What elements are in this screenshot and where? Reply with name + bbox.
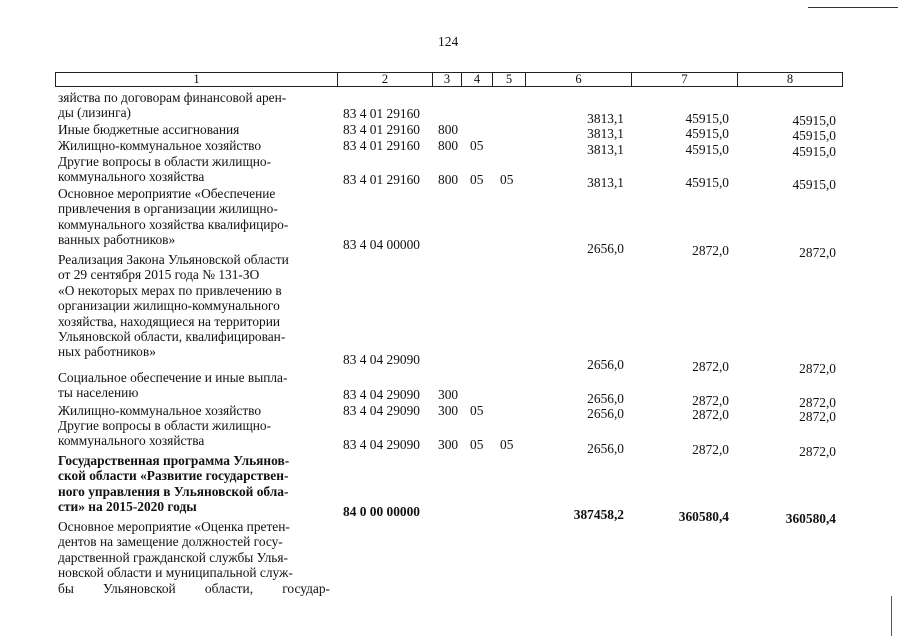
table-row-description: Жилищно-коммунальное хозяйство: [58, 138, 262, 153]
row-col3: 300: [438, 403, 459, 418]
row-value-col6: 3813,1: [587, 175, 624, 190]
header-col-2: 2: [337, 72, 433, 87]
row-value-col8: 45915,0: [792, 128, 836, 143]
row-value-col8: 360580,4: [785, 511, 836, 526]
row-value-col8: 2872,0: [799, 361, 836, 376]
row-value-col7: 45915,0: [685, 142, 729, 157]
table-row-description: Другие вопросы в области жилищно- коммунального хозяйства: [58, 418, 272, 449]
row-value-col6: 387458,2: [573, 507, 624, 522]
header-col-5: 5: [492, 72, 526, 87]
row-value-col8: 45915,0: [792, 113, 836, 128]
row-col5: 05: [500, 172, 514, 187]
table-row-description: Основное мероприятие «Обеспечение привлечения в организации жилищно- коммунального хозяйства квалифициро- ванных работников»: [58, 186, 289, 248]
table-row-description: зяйства по договорам финансовой арен- ды (лизинга): [58, 90, 287, 121]
row-value-col8: 45915,0: [792, 144, 836, 159]
table-row-description: Государственная программа Ульянов- ской области «Развитие государствен- ного управления в Ульяновской обла- сти» на 2015-2020 годы: [58, 453, 290, 515]
row-value-col7: 2872,0: [692, 407, 729, 422]
header-col-1: 1: [55, 72, 338, 87]
row-col3: 300: [438, 387, 459, 402]
table-row-description: Иные бюджетные ассигнования: [58, 122, 240, 137]
row-code: 83 4 04 29090: [343, 387, 420, 402]
row-value-col7: 45915,0: [685, 111, 729, 126]
row-value-col7: 360580,4: [678, 509, 729, 524]
table-row-description: Основное мероприятие «Оценка претен- дентов на замещение должностей госу- дарственной гражданской службы Улья- новской области и муниципальной служ- бы Ульяновской области, государ-: [58, 519, 330, 596]
row-value-col8: 2872,0: [799, 395, 836, 410]
row-code: 83 4 01 29160: [343, 172, 420, 187]
row-value-col8: 2872,0: [799, 444, 836, 459]
row-code: 83 4 04 29090: [343, 352, 420, 367]
header-col-3: 3: [432, 72, 462, 87]
table-row-description: Другие вопросы в области жилищно- коммунального хозяйства: [58, 154, 272, 185]
row-col3: 800: [438, 172, 459, 187]
row-code: 83 4 01 29160: [343, 122, 420, 137]
row-code: 83 4 04 29090: [343, 403, 420, 418]
row-value-col6: 2656,0: [587, 357, 624, 372]
row-code: 83 4 01 29160: [343, 138, 420, 153]
row-col3: 800: [438, 138, 459, 153]
row-value-col7: 2872,0: [692, 442, 729, 457]
row-value-col6: 2656,0: [587, 391, 624, 406]
header-col-4: 4: [461, 72, 493, 87]
header-col-8: 8: [737, 72, 843, 87]
row-col4: 05: [470, 138, 484, 153]
row-value-col7: 2872,0: [692, 359, 729, 374]
row-code: 83 4 04 00000: [343, 237, 420, 252]
table-row-description: Социальное обеспечение и иные выпла- ты населению: [58, 370, 288, 401]
row-value-col6: 3813,1: [587, 142, 624, 157]
row-col5: 05: [500, 437, 514, 452]
row-value-col7: 2872,0: [692, 393, 729, 408]
row-value-col7: 2872,0: [692, 243, 729, 258]
table-row-description: Реализация Закона Ульяновской области от 29 сентября 2015 года № 131-ЗО «О некоторых мерах по привлечению в организации жилищно-коммунального хозяйства, находящиеся на территории Ульяновской области, квалифицирован- ных работников»: [58, 252, 289, 360]
row-value-col8: 2872,0: [799, 245, 836, 260]
header-col-6: 6: [525, 72, 632, 87]
header-col-7: 7: [631, 72, 738, 87]
row-col4: 05: [470, 437, 484, 452]
row-value-col7: 45915,0: [685, 126, 729, 141]
row-value-col6: 2656,0: [587, 441, 624, 456]
row-value-col6: 3813,1: [587, 126, 624, 141]
row-value-col6: 3813,1: [587, 111, 624, 126]
row-code: 83 4 01 29160: [343, 106, 420, 121]
row-code: 84 0 00 00000: [343, 504, 420, 519]
row-col3: 800: [438, 122, 459, 137]
row-value-col6: 2656,0: [587, 241, 624, 256]
page-number: 124: [438, 34, 459, 49]
row-col4: 05: [470, 403, 484, 418]
row-col3: 300: [438, 437, 459, 452]
scan-edge-mark: [891, 596, 892, 636]
row-value-col8: 45915,0: [792, 177, 836, 192]
row-code: 83 4 04 29090: [343, 437, 420, 452]
row-value-col8: 2872,0: [799, 409, 836, 424]
row-value-col6: 2656,0: [587, 406, 624, 421]
top-rule: [808, 7, 898, 8]
table-row-description: Жилищно-коммунальное хозяйство: [58, 403, 262, 418]
row-col4: 05: [470, 172, 484, 187]
row-value-col7: 45915,0: [685, 175, 729, 190]
